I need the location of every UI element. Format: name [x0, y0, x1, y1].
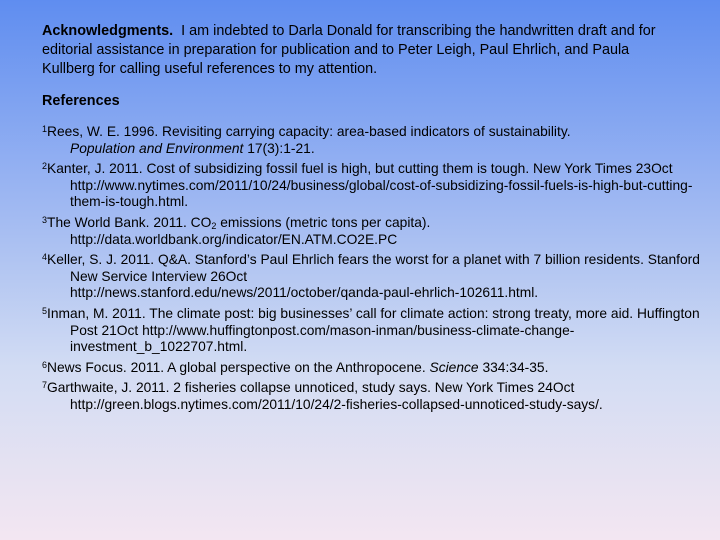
reference-text: Inman, M. 2011. The climate post: big businesses’ call for climate action: strong treaty, more aid. Huffington Post 21Oct http://www.huffingtonpost.com/mason-inman/business-climate-change-investment_b_1022707.html.	[47, 305, 700, 355]
reference-url: http://green.blogs.nytimes.com/2011/10/24/2-fisheries-collapsed-unnoticed-study-says/.	[70, 396, 603, 412]
reference-1	[42, 124, 702, 157]
reference-text: Garthwaite, J. 2011. 2 fisheries collapse unnoticed, study says. New York Times 24Oct	[47, 380, 575, 396]
reference-6	[42, 360, 702, 377]
reference-url: http://news.stanford.edu/news/2011/october/qanda-paul-ehrlich-102611.html.	[70, 285, 539, 301]
reference-number: 6	[42, 359, 48, 370]
reference-number: 5	[42, 305, 48, 316]
reference-number: 4	[42, 252, 48, 263]
acknowledgments-label: Acknowledgments.	[42, 23, 174, 39]
acknowledgments-paragraph	[42, 22, 682, 79]
reference-text: Rees, W. E. 1996. Revisiting carrying capacity: area-based indicators of sustainability.	[47, 124, 571, 139]
reference-number: 1	[42, 124, 48, 134]
reference-text: The World Bank. 2011. CO	[47, 214, 212, 230]
subscript: 2	[211, 220, 217, 231]
reference-text-continued: emissions (metric tons per capita).	[216, 214, 431, 230]
reference-text: News Focus. 2011. A global perspective on the Anthropocene.	[47, 359, 426, 375]
reference-text: Keller, S. J. 2011. Q&A. Stanford’s Paul Ehrlich fears the worst for a planet with 7 billion residents. Stanford New Service Interview 26Oct	[47, 252, 700, 284]
reference-list	[42, 124, 702, 414]
reference-number: 7	[42, 380, 48, 391]
reference-4	[42, 252, 702, 302]
reference-5	[42, 306, 702, 356]
reference-number: 3	[42, 214, 48, 225]
reference-text: Kanter, J. 2011. Cost of subsidizing fossil fuel is high, but cutting them is tough. New York Times 23Oct http://www.nytimes.com/2011/10/24/business/global/cost-of-subsidizing-fossil-fuels-is-high-but-cutting-them-is-tough.html.	[47, 161, 693, 210]
reference-2	[42, 161, 702, 211]
reference-7	[42, 380, 702, 413]
acknowledgments-text: I am indebted to Darla Donald for transcribing the handwritten draft and for editorial assistance in preparation for publication and to Peter Leigh, Paul Ehrlich, and Paula Kullberg for calling useful references to my attention.	[42, 23, 656, 77]
journal-title: Population and Environment	[70, 140, 244, 156]
reference-citation: 17(3):1-21.	[247, 140, 315, 156]
reference-url: http://data.worldbank.org/indicator/EN.ATM.CO2E.PC	[70, 231, 398, 247]
references-heading: References	[42, 93, 120, 109]
reference-3	[42, 215, 702, 248]
reference-number: 2	[42, 161, 48, 172]
journal-title: Science	[429, 359, 479, 375]
reference-citation: 334:34-35.	[482, 359, 549, 375]
